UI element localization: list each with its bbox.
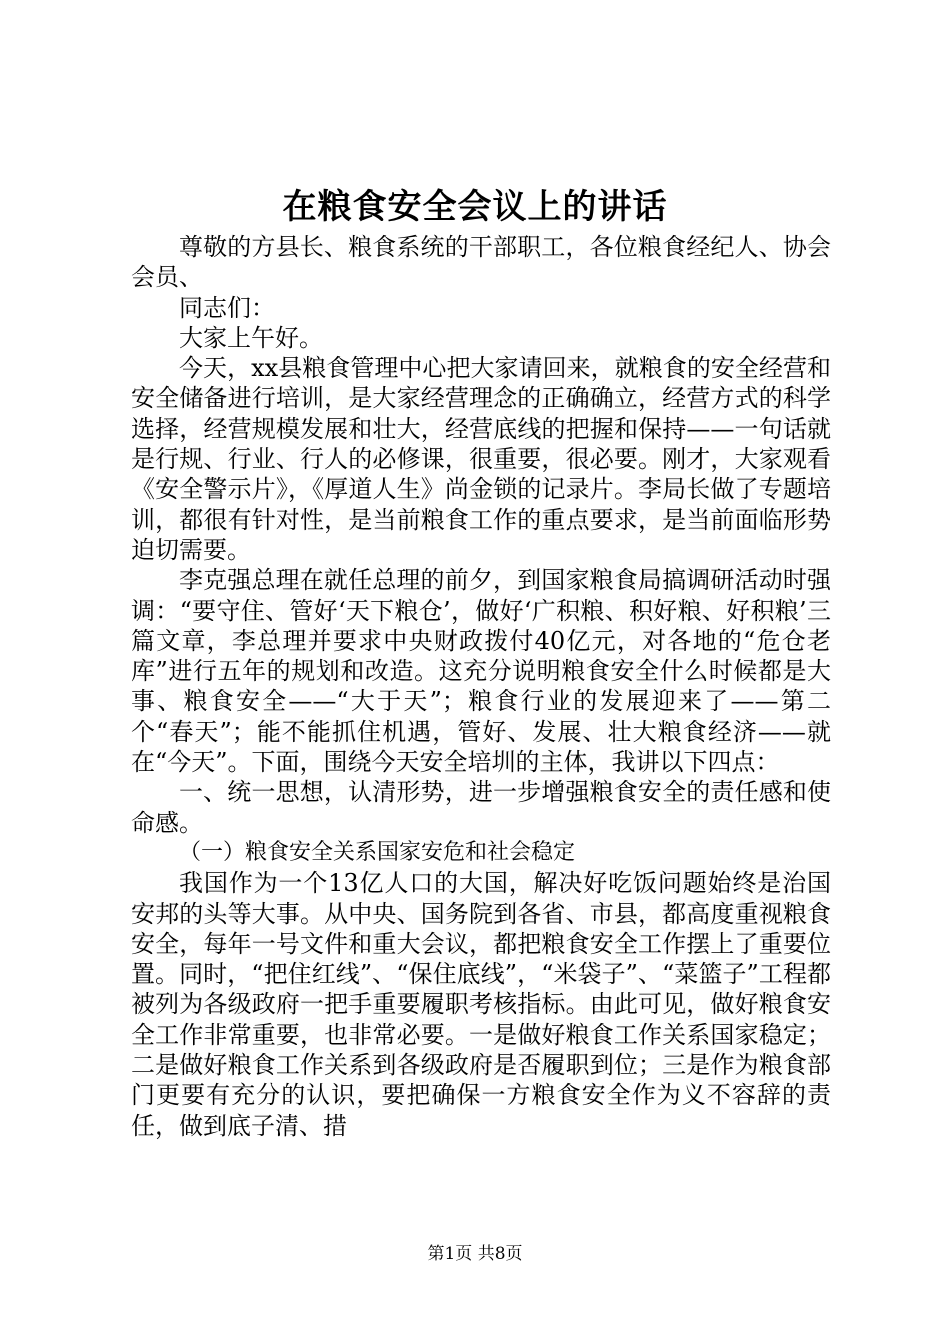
paragraph-greeting: 大家上午好。: [179, 323, 323, 352]
page-footer: 第1页 共8页: [427, 1244, 523, 1264]
subsection-heading-1: （一）粮食安全关系国家安危和社会稳定: [179, 839, 576, 865]
paragraph-comrades: 同志们：: [179, 293, 275, 322]
document-body: [131, 232, 831, 1141]
section-heading-1: 一、统一思想，认清形势，进一步增强粮食安全的责任感和使命感。: [131, 778, 831, 837]
document-title: 在粮食安全会议上的讲话: [282, 187, 668, 227]
paragraph-intro: 今天，xx县粮食管理中心把大家请回来，就粮食的安全经营和安全储备进行培训，是大家经营理念的正确确立，经营方式的科学选择，经营规模发展和壮大，经营底线的把握和保持——一句话就是行规、行业、行人的必修课，很重要，很必要。刚才，大家观看《安全警示片》，《厚道人生》尚金锁的记录片。李局长做了专题培训，都很有针对性，是当前粮食工作的重点要求，是当前面临形势迫切需要。: [131, 354, 831, 564]
paragraph-premier: 李克强总理在就任总理的前夕，到国家粮食局搞调研活动时强调：“要守住、管好‘天下粮仓’，做好‘广积粮、积好粮、好积粮’三篇文章，李总理并要求中央财政拨付40亿元，对各地的“危仓老库”进行五年的规划和改造。这充分说明粮食安全什么时候都是大事、粮食安全——“大于天”；粮食行业的发展迎来了——第二个“春天”；能不能抓住机遇，管好、发展、壮大粮食经济——就在“今天”。下面，围绕今天安全培圳的主体，我讲以下四点：: [131, 566, 831, 777]
paragraph-salutation: 尊敬的方县长、粮食系统的干部职工，各位粮食经纪人、协会会员、: [131, 233, 831, 292]
paragraph-national-security: 我国作为一个13亿人口的大国，解决好吃饭问题始终是治国安邦的头等大事。从中央、国务院到各省、市县，都高度重视粮食安全，每年一号文件和重大会议，都把粮食安全工作摆上了重要位置。同时，“把住红线”、“保住底线”，“米袋子”、“菜篮子”工程都被列为各级政府一把手重要履职考核指标。由此可见，做好粮食安全工作非常重要，也非常必要。一是做好粮食工作关系国家稳定；二是做好粮食工作关系到各级政府是否履职到位；三是作为粮食部门更要有充分的认识，要把确保一方粮食安全作为义不容辞的责任，做到底子清、措: [131, 869, 831, 1140]
